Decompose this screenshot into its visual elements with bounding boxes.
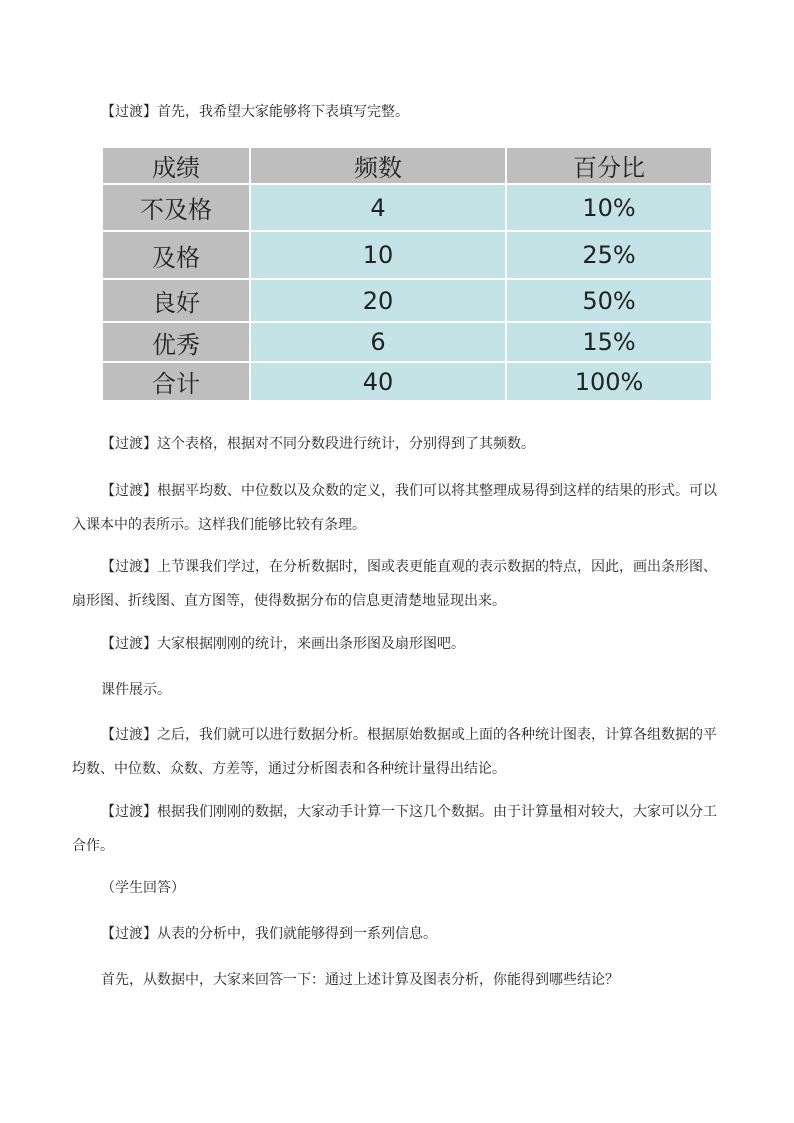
header-percent: 百分比 (506, 147, 712, 184)
frequency-cell: 10 (250, 231, 506, 279)
percent-cell: 15% (506, 322, 712, 362)
intro-paragraph: 【过渡】首先，我希望大家能够将下表填写完整。 (101, 104, 409, 120)
header-grade: 成绩 (102, 147, 250, 184)
grade-cell: 良好 (102, 279, 250, 322)
paragraph-definitions: 【过渡】根据平均数、中位数以及众数的定义，我们可以将其整理成易得到这样的结果的形式。可以入课本中的表所示。这样我们能够比较有条理。 (72, 483, 717, 533)
frequency-cell: 40 (250, 362, 506, 401)
paragraph-student-answer: （学生回答） (101, 880, 185, 896)
grade-frequency-table (101, 146, 713, 402)
frequency-cell: 4 (250, 184, 506, 231)
paragraph-table-summary: 【过渡】这个表格，根据对不同分数段进行统计，分别得到了其频数。 (101, 436, 535, 452)
paragraph-courseware: 课件展示。 (101, 682, 171, 698)
frequency-cell: 6 (250, 322, 506, 362)
percent-cell: 50% (506, 279, 712, 322)
percent-cell: 10% (506, 184, 712, 231)
table-row (102, 362, 712, 401)
table-row (102, 279, 712, 322)
table-row (102, 231, 712, 279)
frequency-cell: 20 (250, 279, 506, 322)
paragraph-information: 【过渡】从表的分析中，我们就能够得到一系列信息。 (101, 926, 437, 942)
table-header-row (102, 147, 712, 184)
paragraph-charts: 【过渡】上节课我们学过，在分析数据时，图或表更能直观的表示数据的特点，因此，画出条形图、扇形图、折线图、直方图等，使得数据分布的信息更清楚地显现出来。 (72, 559, 717, 609)
header-frequency: 频数 (250, 147, 506, 184)
paragraph-calculation: 【过渡】根据我们刚刚的数据，大家动手计算一下这几个数据。由于计算量相对较大，大家可以分工合作。 (72, 804, 717, 854)
percent-cell: 25% (506, 231, 712, 279)
grade-cell: 及格 (102, 231, 250, 279)
grade-cell: 优秀 (102, 322, 250, 362)
paragraph-question: 首先，从数据中，大家来回答一下：通过上述计算及图表分析，你能得到哪些结论？ (101, 972, 619, 988)
table-row (102, 184, 712, 231)
grade-cell: 不及格 (102, 184, 250, 231)
paragraph-data-analysis: 【过渡】之后，我们就可以进行数据分析。根据原始数据或上面的各种统计图表，计算各组数据的平均数、中位数、众数、方差等，通过分析图表和各种统计量得出结论。 (72, 727, 717, 777)
percent-cell: 100% (506, 362, 712, 401)
grade-cell: 合计 (102, 362, 250, 401)
table-row (102, 322, 712, 362)
paragraph-draw-charts: 【过渡】大家根据刚刚的统计，来画出条形图及扇形图吧。 (101, 636, 465, 652)
